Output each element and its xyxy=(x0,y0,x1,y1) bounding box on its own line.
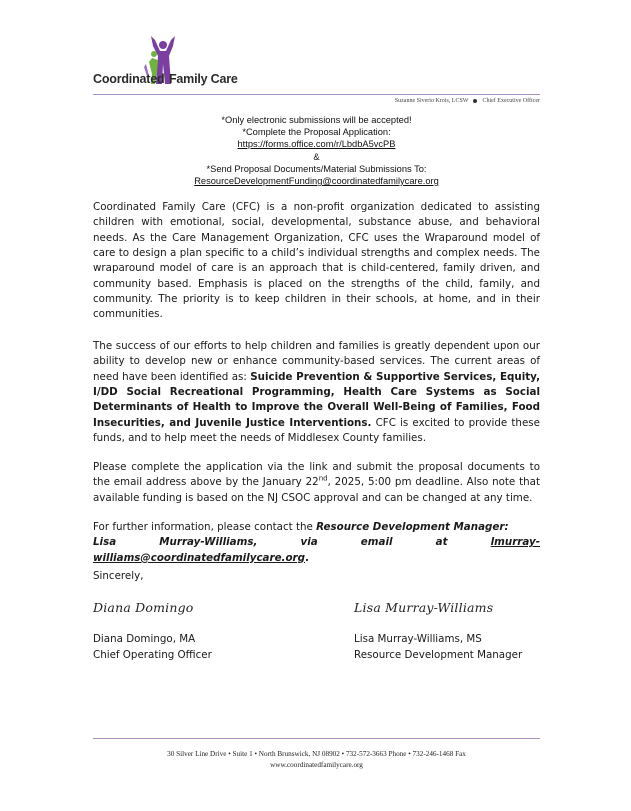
contact-role: Resource Development Manager: xyxy=(316,521,509,533)
contact-intro: For further information, please contact the xyxy=(93,521,317,533)
logo-text xyxy=(93,72,238,86)
logo xyxy=(93,34,238,94)
signature-diana-domingo: Diana Domingo xyxy=(93,600,194,615)
paragraph-areas-of-need xyxy=(93,339,540,446)
bullet-icon xyxy=(473,99,477,103)
contact-name: Lisa Murray-Williams, via email at xyxy=(93,536,491,549)
complete-application-note: *Complete the Proposal Application: xyxy=(242,127,391,138)
areas-of-need-list: Suicide Prevention & Supportive Services, Equity, I/DD Social Recreational Programming, Health Care Systems as Social Determinants of Health to Improve the Overall Well-Being of Families, Food Insecurities, and Juvenile Justice Interventions. xyxy=(93,370,540,429)
paragraph-about-cfc: Coordinated Family Care (CFC) is a non-profit organization dedicated to assisting children with emotional, social, developmental, substance abuse, and behavioral needs. As the Care Management Organization, CFC uses the Wraparound model of care to design a plan specific to a child’s individual strengths and complex needs. The wraparound model of care is an approach that is child-centered, family driven, and community based. Emphasis is placed on the strengths of the child, family, and community. The priority is to keep children in their schools, at home, and in their communities. xyxy=(93,201,540,321)
footer-address: 30 Silver Line Drive • Suite 1 • North Brunswick, NJ 08902 • 732-572-3663 Phone • 732-246-1468 Fax xyxy=(167,750,466,758)
logo-text-left: Coordinated xyxy=(93,72,165,86)
submission-email-link[interactable]: ResourceDevelopmentFunding@coordinatedfamilycare.org xyxy=(194,176,439,187)
contact-email-link[interactable]: lmurray-williams@coordinatedfamilycare.org xyxy=(93,536,540,564)
deadline-text-start: Please complete the application via the link and submit the proposal documents to the email address above by the January 22 xyxy=(93,461,540,489)
signer1-title: Chief Operating Officer xyxy=(93,649,212,661)
date-suffix: nd xyxy=(318,474,328,483)
paragraph-deadline xyxy=(93,460,540,506)
contact-period: . xyxy=(305,551,309,564)
executive-line xyxy=(395,98,540,104)
signer-block-1 xyxy=(93,631,212,663)
submission-info xyxy=(93,114,540,187)
areas-closing: CFC is excited to provide these funds, and to help meet the needs of Middlesex County families. xyxy=(93,416,540,445)
header-rule xyxy=(93,94,540,95)
ampersand: & xyxy=(313,151,320,162)
footer-rule xyxy=(93,738,540,739)
logo-text-right: Family Care xyxy=(169,72,238,86)
signature-lisa-murray-williams: Lisa Murray-Williams xyxy=(354,600,494,615)
electronic-only-note: *Only electronic submissions will be accepted! xyxy=(221,115,412,125)
areas-intro: The success of our efforts to help children and families is greatly dependent upon our ability to develop new or enhance community-based services. The current areas of need have been identified as: xyxy=(93,340,540,383)
footer xyxy=(93,749,540,770)
signer2-name: Lisa Murray-Williams, MS xyxy=(354,633,482,645)
footer-website-link[interactable]: www.coordinatedfamilycare.org xyxy=(270,760,363,769)
executive-name: Suzanne Siverio Krois, LCSW xyxy=(394,98,469,104)
signer1-name: Diana Domingo, MA xyxy=(93,633,196,645)
sincerely: Sincerely, xyxy=(93,570,144,582)
executive-title: Chief Executive Officer xyxy=(482,98,540,104)
send-documents-note: *Send Proposal Documents/Material Submissions To: xyxy=(206,163,427,174)
signer-block-2 xyxy=(354,631,522,663)
deadline-text-end: , 2025, 5:00 pm deadline. Also note that available funding is based on the NJ CSOC approval and can be changed at any time. xyxy=(93,476,540,504)
paragraph-contact xyxy=(93,520,540,566)
application-form-link[interactable]: https://forms.office.com/r/LbdbA5vcPB xyxy=(237,139,396,150)
signer2-title: Resource Development Manager xyxy=(354,649,523,661)
